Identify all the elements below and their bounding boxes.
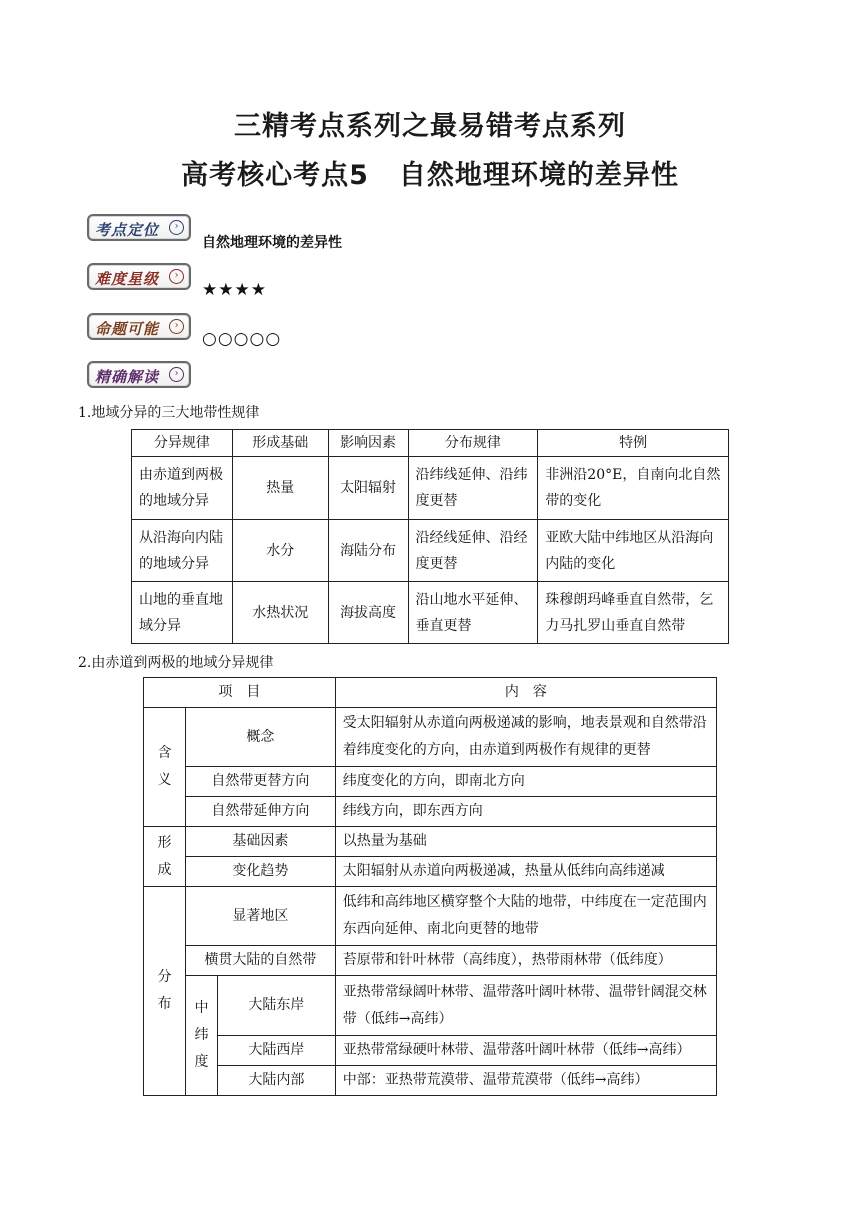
chevron-right-icon: › — [169, 319, 184, 334]
section-heading-2: 2.由赤道到两极的地域分异规律 — [78, 655, 274, 671]
table-row — [144, 976, 717, 1036]
chevron-right-icon: › — [169, 367, 184, 382]
table-cell: 亚欧大陆中纬地区从沿海向内陆的变化 — [538, 520, 729, 582]
badge-label: 精确解读 — [95, 368, 160, 386]
table-cell: 纬度变化的方向，即南北方向 — [335, 767, 716, 797]
table-cell: 由赤道到两极的地域分异 — [132, 457, 233, 520]
table-row — [144, 857, 717, 887]
table-header-row — [144, 678, 717, 708]
page-title-topic: 自然地理环境的差异性 — [398, 160, 679, 191]
badge-value-stars: ★★★★ — [202, 280, 267, 300]
badge-kaodian — [87, 214, 191, 241]
table-cell: 基础因素 — [185, 827, 335, 857]
page-title — [0, 153, 860, 192]
table-row — [144, 1036, 717, 1066]
table-cell: 海陆分布 — [328, 520, 408, 582]
series-title: 三精考点系列之最易错考点系列 — [234, 111, 626, 142]
badge-nandu — [87, 263, 191, 290]
table-cell: 横贯大陆的自然带 — [185, 946, 335, 976]
table-header: 项 目 — [144, 678, 336, 708]
table-header-row — [132, 430, 729, 457]
group-label-formation: 形成 — [144, 827, 186, 887]
table-cell: 苔原带和针叶林带（高纬度），热带雨林带（低纬度） — [335, 946, 716, 976]
table-cell: 太阳辐射 — [328, 457, 408, 520]
table-row — [144, 797, 717, 827]
latitudinal-zonation-table — [143, 677, 717, 1096]
table-header: 分异规律 — [132, 430, 233, 457]
table-cell: 海拔高度 — [328, 582, 408, 644]
table-cell: 大陆西岸 — [217, 1036, 335, 1066]
table-cell: 沿经线延伸、沿经度更替 — [408, 520, 538, 582]
table-cell: 显著地区 — [185, 887, 335, 946]
table-header: 内 容 — [335, 678, 716, 708]
table-row — [144, 708, 717, 767]
table-header: 形成基础 — [232, 430, 328, 457]
chevron-right-icon: › — [169, 220, 184, 235]
chevron-right-icon: › — [169, 269, 184, 284]
table-cell: 概念 — [185, 708, 335, 767]
subgroup-label-mid-latitude: 中纬度 — [185, 976, 217, 1096]
table-cell: 亚热带常绿硬叶林带、温带落叶阔叶林带（低纬→高纬） — [335, 1036, 716, 1066]
badge-mingti — [87, 313, 191, 340]
table-cell: 中部：亚热带荒漠带、温带荒漠带（低纬→高纬） — [335, 1066, 716, 1096]
table-cell: 从沿海向内陆的地域分异 — [132, 520, 233, 582]
badge-label: 命题可能 — [95, 320, 160, 338]
table-row — [144, 767, 717, 797]
table-row — [132, 582, 729, 644]
table-cell: 水分 — [232, 520, 328, 582]
table-cell: 热量 — [232, 457, 328, 520]
group-label-meaning: 含义 — [144, 708, 186, 827]
table-cell: 山地的垂直地域分异 — [132, 582, 233, 644]
table-cell: 大陆东岸 — [217, 976, 335, 1036]
table-cell: 非洲沿20°E，自南向北自然带的变化 — [538, 457, 729, 520]
table-header: 影响因素 — [328, 430, 408, 457]
table-cell: 水热状况 — [232, 582, 328, 644]
table-cell: 沿山地水平延伸、垂直更替 — [408, 582, 538, 644]
table-header: 特例 — [538, 430, 729, 457]
table-row — [132, 457, 729, 520]
table-cell: 以热量为基础 — [335, 827, 716, 857]
table-cell: 沿纬线延伸、沿纬度更替 — [408, 457, 538, 520]
table-cell: 低纬和高纬地区横穿整个大陆的地带，中纬度在一定范围内东西向延伸、南北向更替的地带 — [335, 887, 716, 946]
table-cell: 变化趋势 — [185, 857, 335, 887]
page-title-number: 高考核心考点5 — [181, 160, 369, 191]
table-cell: 受太阳辐射从赤道向两极递减的影响，地表景观和自然带沿着纬度变化的方向，由赤道到两极作有规律的更替 — [335, 708, 716, 767]
table-header: 分布规律 — [408, 430, 538, 457]
table-cell: 自然带更替方向 — [185, 767, 335, 797]
table-cell: 太阳辐射从赤道向两极递减，热量从低纬向高纬递减 — [335, 857, 716, 887]
table-row — [144, 887, 717, 946]
table-row — [144, 827, 717, 857]
table-row — [132, 520, 729, 582]
table-cell: 大陆内部 — [217, 1066, 335, 1096]
zonal-law-table — [131, 429, 729, 644]
badge-label: 考点定位 — [95, 221, 160, 239]
section-heading-1: 1.地域分异的三大地带性规律 — [78, 405, 260, 421]
group-label-distribution: 分布 — [144, 887, 186, 1096]
badge-jingque — [87, 361, 191, 388]
badge-value-topic: 自然地理环境的差异性 — [202, 235, 342, 251]
table-cell: 自然带延伸方向 — [185, 797, 335, 827]
table-cell: 珠穆朗玛峰垂直自然带，乞力马扎罗山垂直自然带 — [538, 582, 729, 644]
table-row — [144, 1066, 717, 1096]
table-row — [144, 946, 717, 976]
badge-label: 难度星级 — [95, 270, 160, 288]
table-cell: 纬线方向，即东西方向 — [335, 797, 716, 827]
badge-value-circles: ○○○○○ — [202, 329, 282, 349]
table-cell: 亚热带常绿阔叶林带、温带落叶阔叶林带、温带针阔混交林带（低纬→高纬） — [335, 976, 716, 1036]
